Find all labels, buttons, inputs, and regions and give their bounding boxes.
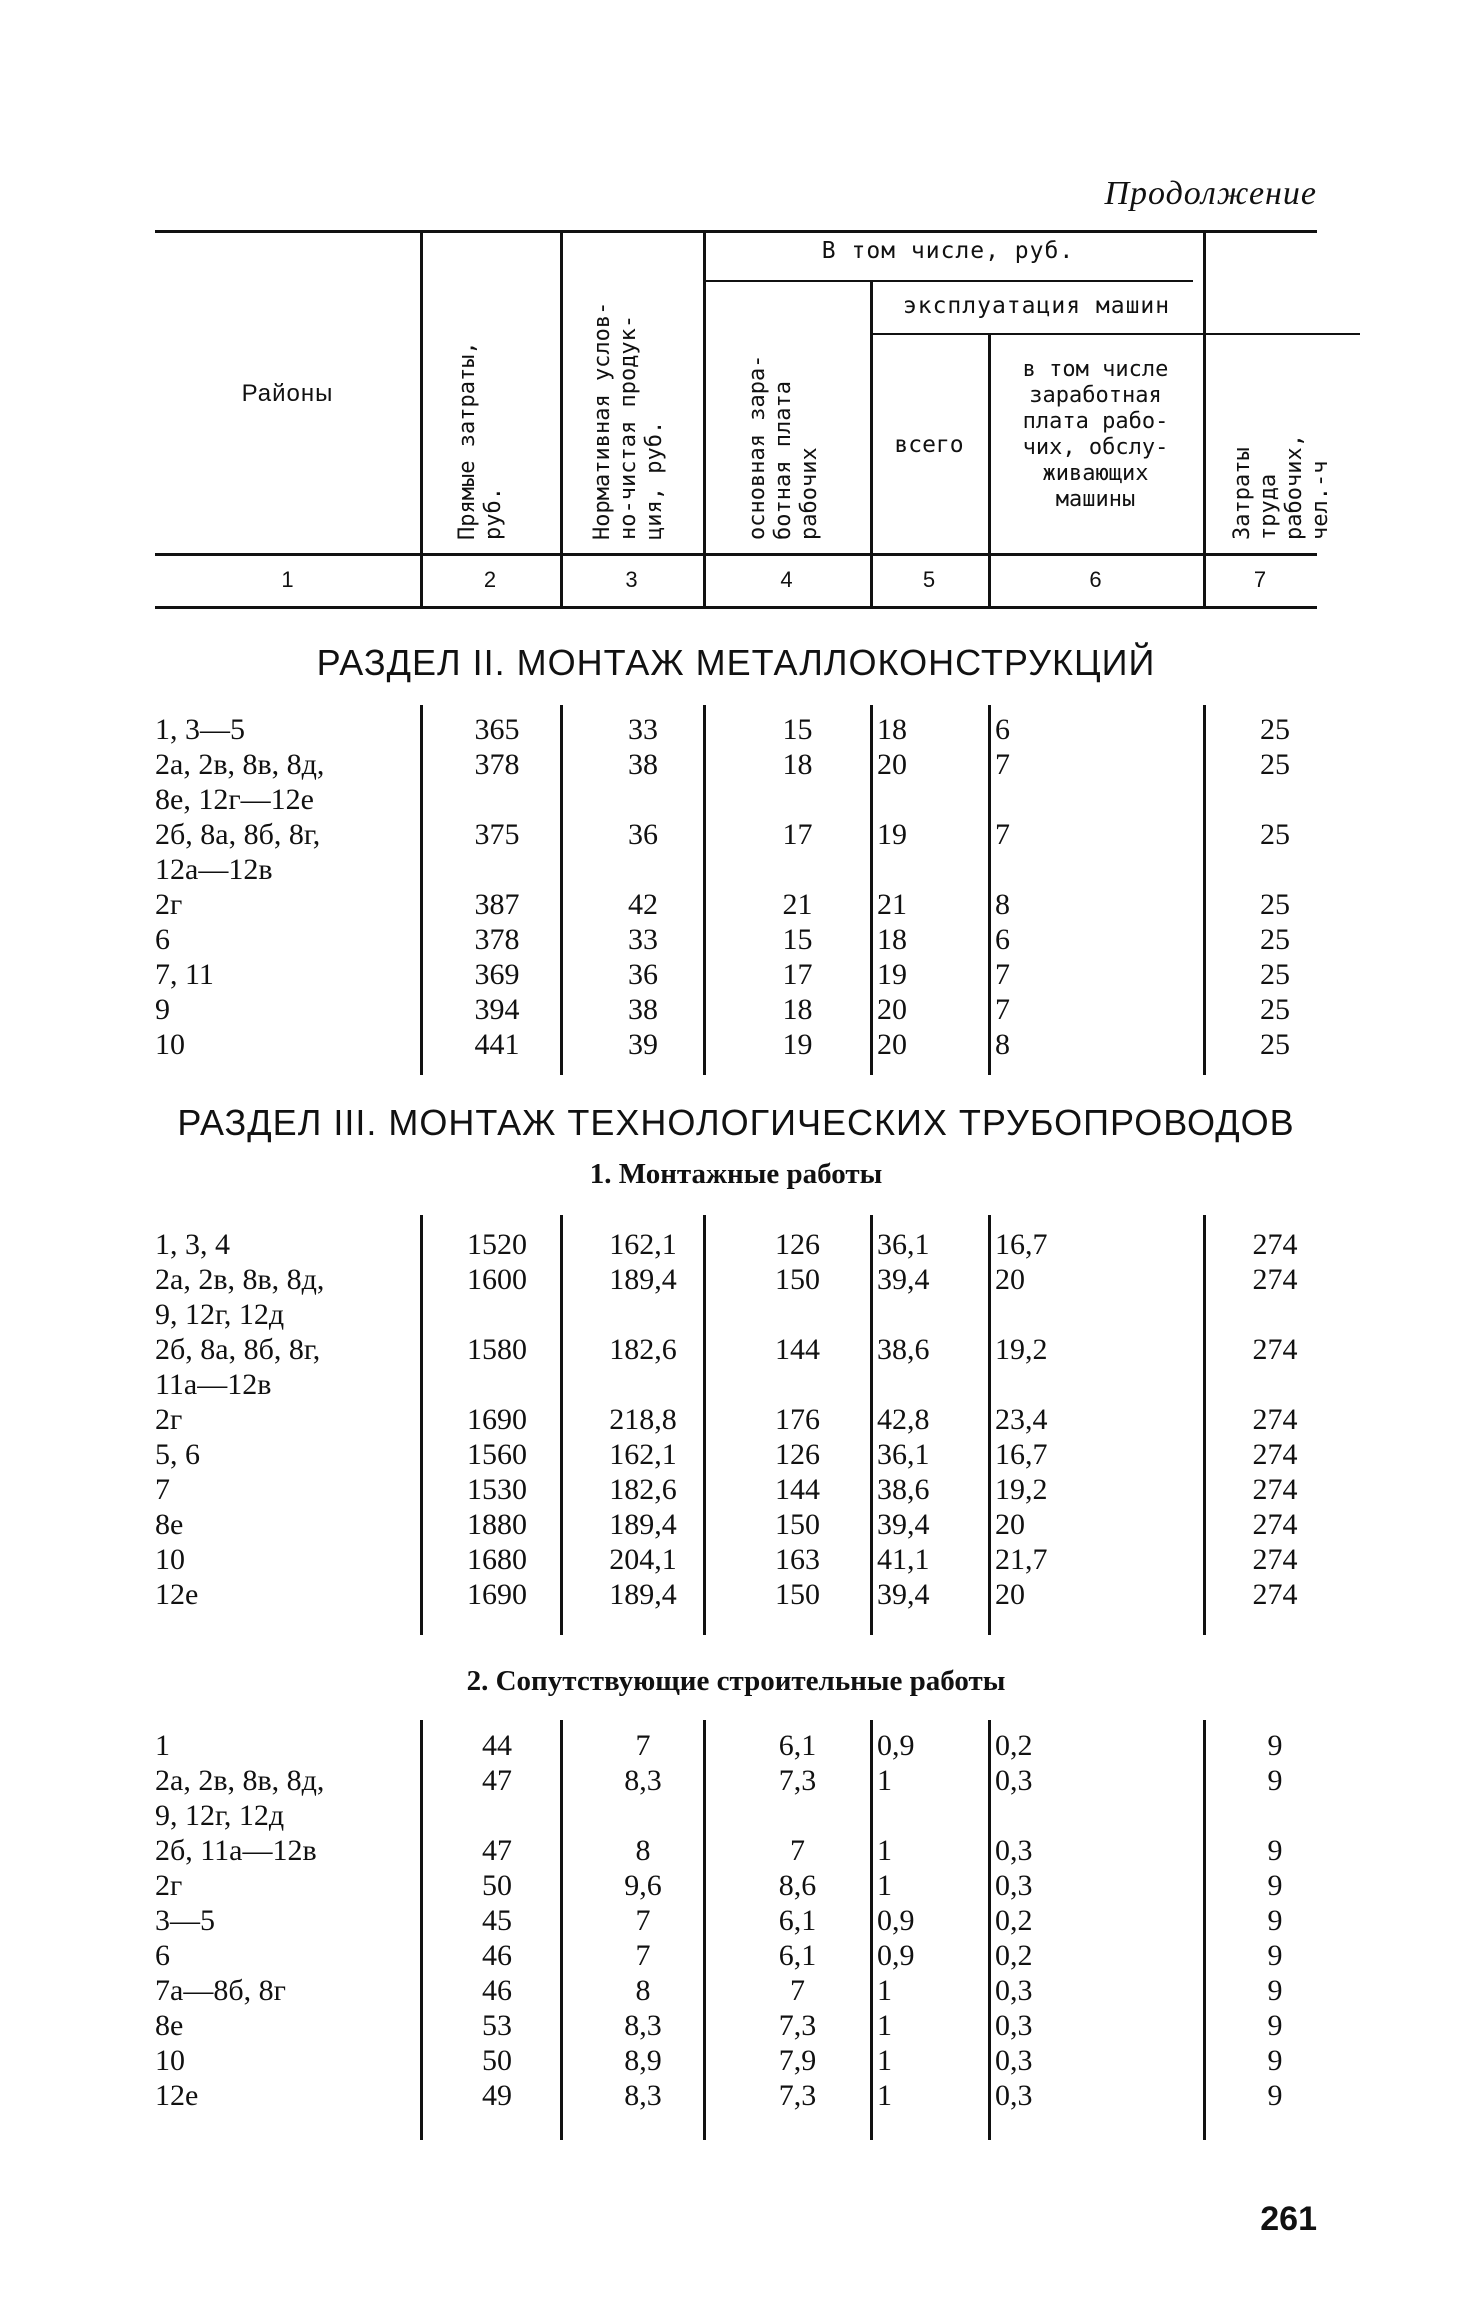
wages-cell: 7 bbox=[790, 1974, 805, 2007]
district-cell: 2б, 8а, 8б, 8г, 11а—12в bbox=[155, 1333, 321, 1401]
cost-cell: 1880 bbox=[467, 1508, 527, 1541]
district-cell: 2г bbox=[155, 888, 183, 921]
labor-cell: 25 bbox=[1260, 748, 1290, 781]
header-col-divider bbox=[703, 232, 706, 606]
wages-cell: 144 bbox=[775, 1333, 820, 1366]
wages-cell: 18 bbox=[782, 993, 813, 1026]
district-cell: 6 bbox=[155, 923, 170, 956]
header-col-divider bbox=[420, 232, 423, 606]
machine-total-cell: 0,9 bbox=[877, 1939, 915, 1972]
machine-wages-cell: 19,2 bbox=[995, 1473, 1048, 1506]
wages-cell: 8,6 bbox=[778, 1869, 817, 1902]
labor-cell: 9 bbox=[1267, 2009, 1283, 2042]
labor-cell: 25 bbox=[1260, 888, 1290, 921]
wages-cell: 15 bbox=[782, 923, 813, 956]
page-number: 261 bbox=[1260, 2200, 1317, 2238]
machine-total-cell: 0,9 bbox=[877, 1904, 915, 1937]
labor-cell: 25 bbox=[1260, 713, 1290, 746]
table-row bbox=[155, 1973, 1317, 2008]
machine-wages-cell: 0,3 bbox=[995, 1869, 1033, 1902]
district-cell: 10 bbox=[155, 2044, 185, 2077]
table-row bbox=[155, 1027, 1317, 1062]
cost-cell: 1690 bbox=[467, 1403, 527, 1436]
cost-cell: 46 bbox=[482, 1974, 512, 2007]
machine-total-cell: 0,9 bbox=[877, 1729, 915, 1762]
machine-wages-cell: 6 bbox=[995, 713, 1010, 746]
continued-label: Продолжение bbox=[1104, 175, 1317, 212]
wages-cell: 144 bbox=[775, 1473, 820, 1506]
district-cell: 8е bbox=[155, 1508, 184, 1541]
wages-cell: 150 bbox=[775, 1263, 820, 1296]
col-number: 4 bbox=[780, 567, 793, 592]
district-cell: 10 bbox=[155, 1028, 185, 1061]
wages-cell: 15 bbox=[782, 713, 813, 746]
table-row bbox=[155, 1542, 1317, 1577]
machine-wages-cell: 0,2 bbox=[995, 1729, 1033, 1762]
cost-cell: 378 bbox=[474, 748, 520, 781]
labor-cell: 274 bbox=[1252, 1578, 1298, 1611]
section3-sub1-title: 1. Монтажные работы bbox=[589, 1158, 883, 1190]
labor-cell: 25 bbox=[1260, 993, 1290, 1026]
machine-wages-cell: 0,3 bbox=[995, 2009, 1033, 2042]
machine-wages-cell: 0,3 bbox=[995, 1974, 1033, 2007]
cost-cell: 441 bbox=[474, 1028, 520, 1061]
cost-cell: 375 bbox=[474, 818, 520, 851]
section3-sub2-rows bbox=[155, 1728, 1317, 2113]
district-cell: 9 bbox=[155, 993, 170, 1026]
product-cell: 36 bbox=[628, 958, 658, 991]
machine-total-cell: 36,1 bbox=[877, 1228, 930, 1261]
table-row bbox=[155, 2043, 1317, 2078]
product-cell: 7 bbox=[635, 1729, 651, 1762]
machine-total-cell: 19 bbox=[877, 818, 907, 851]
header-col-divider bbox=[560, 232, 563, 606]
product-cell: 38 bbox=[628, 993, 658, 1026]
machine-total-cell: 1 bbox=[877, 2044, 892, 2077]
wages-cell: 150 bbox=[775, 1578, 820, 1611]
table-row bbox=[155, 1938, 1317, 1973]
district-cell: 6 bbox=[155, 1939, 170, 1972]
cost-cell: 44 bbox=[482, 1729, 512, 1762]
header-col4: основная зара- ботная плата рабочих bbox=[745, 354, 822, 540]
header-vsego: всего bbox=[894, 432, 964, 458]
section3-sub2-title: 2. Сопутствующие строительные работы bbox=[466, 1665, 1006, 1697]
machine-total-cell: 20 bbox=[877, 748, 907, 781]
machine-total-cell: 39,4 bbox=[877, 1263, 930, 1296]
labor-cell: 9 bbox=[1267, 1904, 1283, 1937]
wages-cell: 126 bbox=[775, 1438, 820, 1471]
machine-wages-cell: 23,4 bbox=[995, 1403, 1048, 1436]
machine-wages-cell: 0,3 bbox=[995, 1764, 1033, 1797]
machine-total-cell: 18 bbox=[877, 923, 907, 956]
cost-cell: 50 bbox=[482, 1869, 512, 1902]
wages-cell: 176 bbox=[775, 1403, 820, 1436]
district-cell: 2а, 2в, 8в, 8д, 9, 12г, 12д bbox=[155, 1764, 325, 1832]
labor-cell: 25 bbox=[1260, 1028, 1290, 1061]
district-cell: 1, 3, 4 bbox=[155, 1228, 230, 1261]
document-page bbox=[155, 0, 1333, 2314]
labor-cell: 274 bbox=[1252, 1333, 1298, 1366]
wages-cell: 6,1 bbox=[778, 1904, 817, 1937]
machine-total-cell: 39,4 bbox=[877, 1578, 930, 1611]
vtch-rule bbox=[703, 280, 1193, 282]
section2-title: РАЗДЕЛ II. МОНТАЖ МЕТАЛЛОКОНСТРУКЦИЙ bbox=[316, 642, 1156, 683]
machine-total-cell: 38,6 bbox=[877, 1333, 930, 1366]
machine-total-cell: 1 bbox=[877, 1974, 892, 2007]
header-bottom-rule bbox=[155, 553, 1317, 556]
col-number: 1 bbox=[281, 567, 294, 592]
header-col3: Нормативная услов- но-чистая продук- ция, руб. bbox=[590, 301, 667, 540]
table-row bbox=[155, 1903, 1317, 1938]
table-row bbox=[155, 1262, 1317, 1332]
labor-cell: 9 bbox=[1267, 1939, 1283, 1972]
cost-cell: 387 bbox=[474, 888, 520, 921]
cost-cell: 53 bbox=[482, 2009, 512, 2042]
product-cell: 7 bbox=[635, 1939, 651, 1972]
header-col6: в том числе заработная плата рабо- чих, обслу- живающих машины bbox=[1022, 357, 1169, 512]
labor-cell: 274 bbox=[1252, 1508, 1298, 1541]
wages-cell: 6,1 bbox=[778, 1729, 817, 1762]
header-col2: Прямые затраты, руб. bbox=[455, 341, 506, 540]
cost-cell: 45 bbox=[482, 1904, 512, 1937]
product-cell: 8 bbox=[635, 1834, 651, 1867]
cost-cell: 1530 bbox=[467, 1473, 527, 1506]
product-cell: 204,1 bbox=[609, 1543, 677, 1576]
header-rayony: Районы bbox=[241, 380, 334, 407]
table-row bbox=[155, 1402, 1317, 1437]
header-col-divider bbox=[1203, 232, 1206, 606]
table-row bbox=[155, 1577, 1317, 1612]
labor-cell: 274 bbox=[1252, 1543, 1298, 1576]
table-row bbox=[155, 817, 1317, 887]
machine-total-cell: 39,4 bbox=[877, 1508, 930, 1541]
machine-total-cell: 1 bbox=[877, 2009, 892, 2042]
product-cell: 8,3 bbox=[624, 2009, 662, 2042]
table-row bbox=[155, 1868, 1317, 1903]
table-row bbox=[155, 957, 1317, 992]
labor-cell: 9 bbox=[1267, 2044, 1283, 2077]
wages-cell: 18 bbox=[782, 748, 813, 781]
cost-cell: 50 bbox=[482, 2044, 512, 2077]
product-cell: 39 bbox=[628, 1028, 658, 1061]
product-cell: 182,6 bbox=[609, 1473, 677, 1506]
wages-cell: 150 bbox=[775, 1508, 820, 1541]
product-cell: 8,9 bbox=[624, 2044, 662, 2077]
product-cell: 42 bbox=[628, 888, 658, 921]
cost-cell: 394 bbox=[474, 993, 520, 1026]
product-cell: 36 bbox=[628, 818, 658, 851]
machine-wages-cell: 7 bbox=[995, 818, 1010, 851]
wages-cell: 7,3 bbox=[778, 2009, 817, 2042]
labor-cell: 9 bbox=[1267, 1764, 1283, 1797]
district-cell: 7а—8б, 8г bbox=[155, 1974, 286, 2007]
district-cell: 2а, 2в, 8в, 8д, 9, 12г, 12д bbox=[155, 1263, 325, 1331]
wages-cell: 7,3 bbox=[778, 2079, 817, 2112]
table-row bbox=[155, 1437, 1317, 1472]
col-number: 2 bbox=[483, 567, 497, 592]
machine-wages-cell: 21,7 bbox=[995, 1543, 1048, 1576]
product-cell: 33 bbox=[628, 713, 658, 746]
machine-total-cell: 20 bbox=[877, 993, 907, 1026]
machine-total-cell: 20 bbox=[877, 1028, 907, 1061]
cost-cell: 1560 bbox=[467, 1438, 527, 1471]
product-cell: 189,4 bbox=[609, 1508, 677, 1541]
table-row bbox=[155, 992, 1317, 1027]
labor-cell: 25 bbox=[1260, 818, 1290, 851]
cost-cell: 1600 bbox=[467, 1263, 527, 1296]
product-cell: 8 bbox=[635, 1974, 651, 2007]
header-ekspluatacia: эксплуатация машин bbox=[902, 293, 1171, 319]
cost-cell: 49 bbox=[482, 2079, 512, 2112]
table-row bbox=[155, 712, 1317, 747]
table-row bbox=[155, 2078, 1317, 2113]
wages-cell: 6,1 bbox=[778, 1939, 817, 1972]
cost-cell: 378 bbox=[474, 923, 520, 956]
wages-cell: 7,9 bbox=[778, 2044, 817, 2077]
labor-cell: 9 bbox=[1267, 1729, 1283, 1762]
district-cell: 8е bbox=[155, 2009, 184, 2042]
machine-wages-cell: 20 bbox=[995, 1508, 1025, 1541]
machine-wages-cell: 6 bbox=[995, 923, 1010, 956]
labor-cell: 9 bbox=[1267, 1834, 1283, 1867]
section3-sub1-rows bbox=[155, 1227, 1317, 1612]
labor-cell: 274 bbox=[1252, 1403, 1298, 1436]
numbers-bottom-rule bbox=[155, 606, 1317, 609]
machine-wages-cell: 0,3 bbox=[995, 2044, 1033, 2077]
machine-wages-cell: 0,2 bbox=[995, 1904, 1033, 1937]
machine-wages-cell: 16,7 bbox=[995, 1438, 1048, 1471]
machine-total-cell: 41,1 bbox=[877, 1543, 930, 1576]
district-cell: 12е bbox=[155, 2079, 199, 2112]
table-row bbox=[155, 1728, 1317, 1763]
product-cell: 189,4 bbox=[609, 1263, 677, 1296]
district-cell: 1 bbox=[155, 1729, 170, 1762]
machine-total-cell: 1 bbox=[877, 2079, 892, 2112]
district-cell: 2г bbox=[155, 1403, 183, 1436]
product-cell: 9,6 bbox=[624, 1869, 662, 1902]
cost-cell: 47 bbox=[482, 1764, 512, 1797]
cost-cell: 1520 bbox=[467, 1228, 527, 1261]
labor-cell: 274 bbox=[1252, 1438, 1298, 1471]
col-number: 7 bbox=[1253, 567, 1267, 592]
labor-cell: 9 bbox=[1267, 2079, 1283, 2112]
wages-cell: 7 bbox=[790, 1834, 805, 1867]
machine-total-cell: 1 bbox=[877, 1869, 892, 1902]
machine-total-cell: 21 bbox=[877, 888, 907, 921]
district-cell: 2б, 11а—12в bbox=[155, 1834, 317, 1867]
district-cell: 5, 6 bbox=[155, 1438, 200, 1471]
cost-cell: 47 bbox=[482, 1834, 512, 1867]
labor-cell: 25 bbox=[1260, 923, 1290, 956]
machine-total-cell: 19 bbox=[877, 958, 907, 991]
machine-total-cell: 42,8 bbox=[877, 1403, 930, 1436]
product-cell: 189,4 bbox=[609, 1578, 677, 1611]
col-number: 6 bbox=[1089, 567, 1102, 592]
product-cell: 162,1 bbox=[609, 1438, 677, 1471]
machine-wages-cell: 0,3 bbox=[995, 2079, 1033, 2112]
col-number: 5 bbox=[922, 567, 936, 592]
table-row bbox=[155, 1472, 1317, 1507]
machine-wages-cell: 16,7 bbox=[995, 1228, 1048, 1261]
machine-wages-cell: 20 bbox=[995, 1578, 1025, 1611]
col-number: 3 bbox=[625, 567, 638, 592]
cost-cell: 1690 bbox=[467, 1578, 527, 1611]
machine-wages-cell: 20 bbox=[995, 1263, 1025, 1296]
expl-rule bbox=[870, 333, 1360, 335]
labor-cell: 274 bbox=[1252, 1228, 1298, 1261]
table-row bbox=[155, 1763, 1317, 1833]
cost-cell: 369 bbox=[474, 958, 520, 991]
wages-cell: 17 bbox=[782, 958, 813, 991]
wages-cell: 126 bbox=[775, 1228, 820, 1261]
district-cell: 10 bbox=[155, 1543, 185, 1576]
district-cell: 3—5 bbox=[155, 1904, 215, 1937]
labor-cell: 9 bbox=[1267, 1869, 1283, 1902]
product-cell: 33 bbox=[628, 923, 658, 956]
district-cell: 1, 3—5 bbox=[155, 713, 245, 746]
product-cell: 7 bbox=[635, 1904, 651, 1937]
wages-cell: 21 bbox=[782, 888, 813, 921]
machine-wages-cell: 8 bbox=[995, 1028, 1010, 1061]
machine-total-cell: 18 bbox=[877, 713, 907, 746]
labor-cell: 9 bbox=[1267, 1974, 1283, 2007]
table-row bbox=[155, 1227, 1317, 1262]
district-cell: 7, 11 bbox=[155, 958, 214, 991]
product-cell: 182,6 bbox=[609, 1333, 677, 1366]
machine-total-cell: 36,1 bbox=[877, 1438, 930, 1471]
table-top-rule bbox=[155, 230, 1317, 233]
table-row bbox=[155, 887, 1317, 922]
district-cell: 12е bbox=[155, 1578, 199, 1611]
cost-cell: 365 bbox=[474, 713, 520, 746]
product-cell: 8,3 bbox=[624, 1764, 662, 1797]
machine-wages-cell: 7 bbox=[995, 958, 1010, 991]
labor-cell: 274 bbox=[1252, 1473, 1298, 1506]
wages-cell: 163 bbox=[775, 1543, 820, 1576]
cost-cell: 1580 bbox=[467, 1333, 527, 1366]
machine-wages-cell: 8 bbox=[995, 888, 1010, 921]
section2-rows bbox=[155, 712, 1317, 1062]
wages-cell: 7,3 bbox=[778, 1764, 817, 1797]
labor-cell: 25 bbox=[1260, 958, 1290, 991]
cost-cell: 1680 bbox=[467, 1543, 527, 1576]
header-col7: Затраты труда рабочих, чел.-ч bbox=[1230, 434, 1333, 540]
machine-total-cell: 1 bbox=[877, 1834, 892, 1867]
district-cell: 7 bbox=[155, 1473, 170, 1506]
table-row bbox=[155, 747, 1317, 817]
product-cell: 8,3 bbox=[624, 2079, 662, 2112]
table-row bbox=[155, 2008, 1317, 2043]
machine-wages-cell: 0,3 bbox=[995, 1834, 1033, 1867]
machine-wages-cell: 19,2 bbox=[995, 1333, 1048, 1366]
header-v-tom-chisle: В том числе, руб. bbox=[821, 238, 1075, 264]
product-cell: 218,8 bbox=[609, 1403, 677, 1436]
table-row bbox=[155, 1507, 1317, 1542]
table-row bbox=[155, 1332, 1317, 1402]
table-row bbox=[155, 922, 1317, 957]
wages-cell: 19 bbox=[782, 1028, 813, 1061]
section3-title: РАЗДЕЛ III. МОНТАЖ ТЕХНОЛОГИЧЕСКИХ ТРУБОПРОВОДОВ bbox=[177, 1102, 1295, 1143]
product-cell: 162,1 bbox=[609, 1228, 677, 1261]
machine-wages-cell: 7 bbox=[995, 748, 1010, 781]
machine-wages-cell: 0,2 bbox=[995, 1939, 1033, 1972]
machine-wages-cell: 7 bbox=[995, 993, 1010, 1026]
wages-cell: 17 bbox=[782, 818, 813, 851]
machine-total-cell: 38,6 bbox=[877, 1473, 930, 1506]
product-cell: 38 bbox=[628, 748, 658, 781]
district-cell: 2б, 8а, 8б, 8г, 12а—12в bbox=[155, 818, 321, 886]
district-cell: 2г bbox=[155, 1869, 183, 1902]
table-row bbox=[155, 1833, 1317, 1868]
cost-cell: 46 bbox=[482, 1939, 512, 1972]
labor-cell: 274 bbox=[1252, 1263, 1298, 1296]
district-cell: 2а, 2в, 8в, 8д, 8е, 12г—12е bbox=[155, 748, 325, 816]
machine-total-cell: 1 bbox=[877, 1764, 892, 1797]
